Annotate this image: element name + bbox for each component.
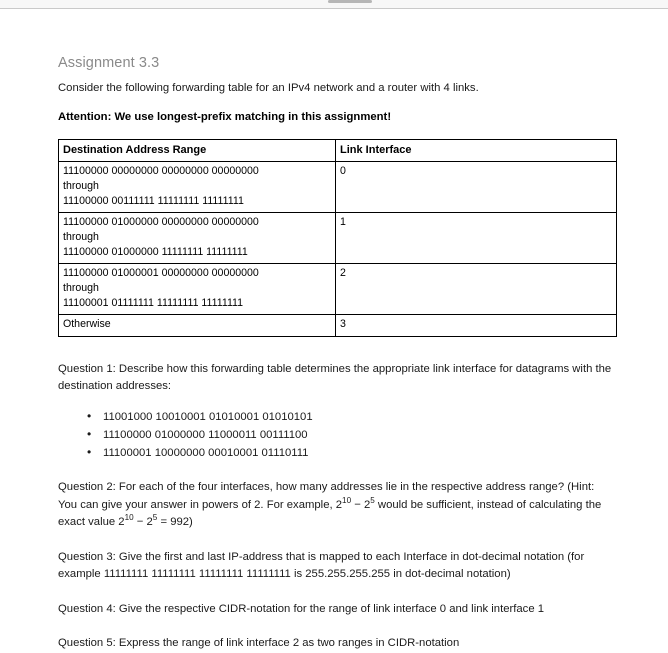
list-item: • 11100000 01000000 11000011 00111100	[58, 426, 668, 444]
cell-address-range	[59, 264, 336, 315]
q2-part-2: − 2	[351, 498, 371, 511]
range-end: 11100000 00111111 11111111 11111111	[63, 195, 244, 208]
cell-link-interface: 2	[336, 264, 617, 315]
range-end: 11100001 01111111 11111111 11111111	[63, 297, 244, 310]
question-1-text: Question 1: Describe how this forwarding table determines the appropriate link interface for datagrams with the destination addresses:	[58, 362, 612, 393]
table-row-otherwise	[59, 315, 617, 336]
table-row	[59, 162, 617, 213]
table-header-row	[59, 139, 617, 162]
range-end: 11100000 01000000 11111111 11111111	[63, 246, 248, 259]
horizontal-scrollbar-thumb[interactable]	[328, 0, 372, 3]
question-5-text: Question 5: Express the range of link interface 2 as two ranges in CIDR-notation	[58, 637, 460, 650]
q2-part-4: − 2	[133, 516, 153, 529]
list-item: • 11001000 10010001 01010001 01010101	[58, 408, 668, 426]
q2-exponent-3: 10	[124, 513, 134, 523]
cell-address-range	[59, 213, 336, 264]
cell-address-range	[59, 162, 336, 213]
q2-exponent-1: 10	[342, 496, 352, 506]
q2-part-1: Question 2: For each of the four interfaces, how many addresses lie in the respective address range? (Hint: You can give your answer in powers of 2. For example, 2	[58, 481, 595, 511]
forwarding-table	[58, 139, 617, 337]
range-connector: through	[63, 231, 99, 244]
list-item: • 11100001 10000000 00010001 01110111	[58, 444, 668, 462]
range-start: 11100000 01000001 00000000 00000000	[63, 267, 259, 280]
cell-link-interface: 1	[336, 213, 617, 264]
cell-otherwise-label: Otherwise	[59, 315, 336, 336]
q2-exponent-2: 5	[370, 496, 375, 506]
destination-address-list	[58, 396, 668, 463]
document-page	[0, 10, 668, 650]
column-header-link-interface: Link Interface	[336, 139, 617, 162]
range-connector: through	[63, 282, 99, 295]
table-row	[59, 213, 617, 264]
intro-paragraph: Consider the following forwarding table for an IPv4 network and a router with 4 links.	[58, 81, 479, 94]
range-start: 11100000 01000000 00000000 00000000	[63, 216, 259, 229]
question-4-text: Question 4: Give the respective CIDR-notation for the range of link interface 0 and link interface 1	[58, 602, 545, 615]
range-start: 11100000 00000000 00000000 00000000	[63, 165, 259, 178]
top-chrome-bar	[0, 0, 668, 9]
cell-link-interface: 0	[336, 162, 617, 213]
attention-notice: Attention: We use longest-prefix matching in this assignment!	[58, 111, 392, 124]
page-title: Assignment 3.3	[58, 55, 160, 71]
q2-part-3: would be sufficient, instead of calculating the exact value 2	[58, 498, 602, 529]
question-3-text: Question 3: Give the first and last IP-address that is mapped to each Interface in dot-decimal notation (for example 11111111 11111111 11111111 11111111 is 255.255.255.255 in dot-decimal notation)	[58, 550, 585, 581]
question-2-text	[58, 462, 614, 532]
table-row	[59, 264, 617, 315]
q2-exponent-4: 5	[152, 513, 158, 523]
column-header-destination-address-range: Destination Address Range	[59, 139, 336, 162]
cell-link-interface: 3	[336, 315, 617, 336]
q2-part-5: = 992)	[157, 516, 193, 529]
range-connector: through	[63, 180, 99, 193]
